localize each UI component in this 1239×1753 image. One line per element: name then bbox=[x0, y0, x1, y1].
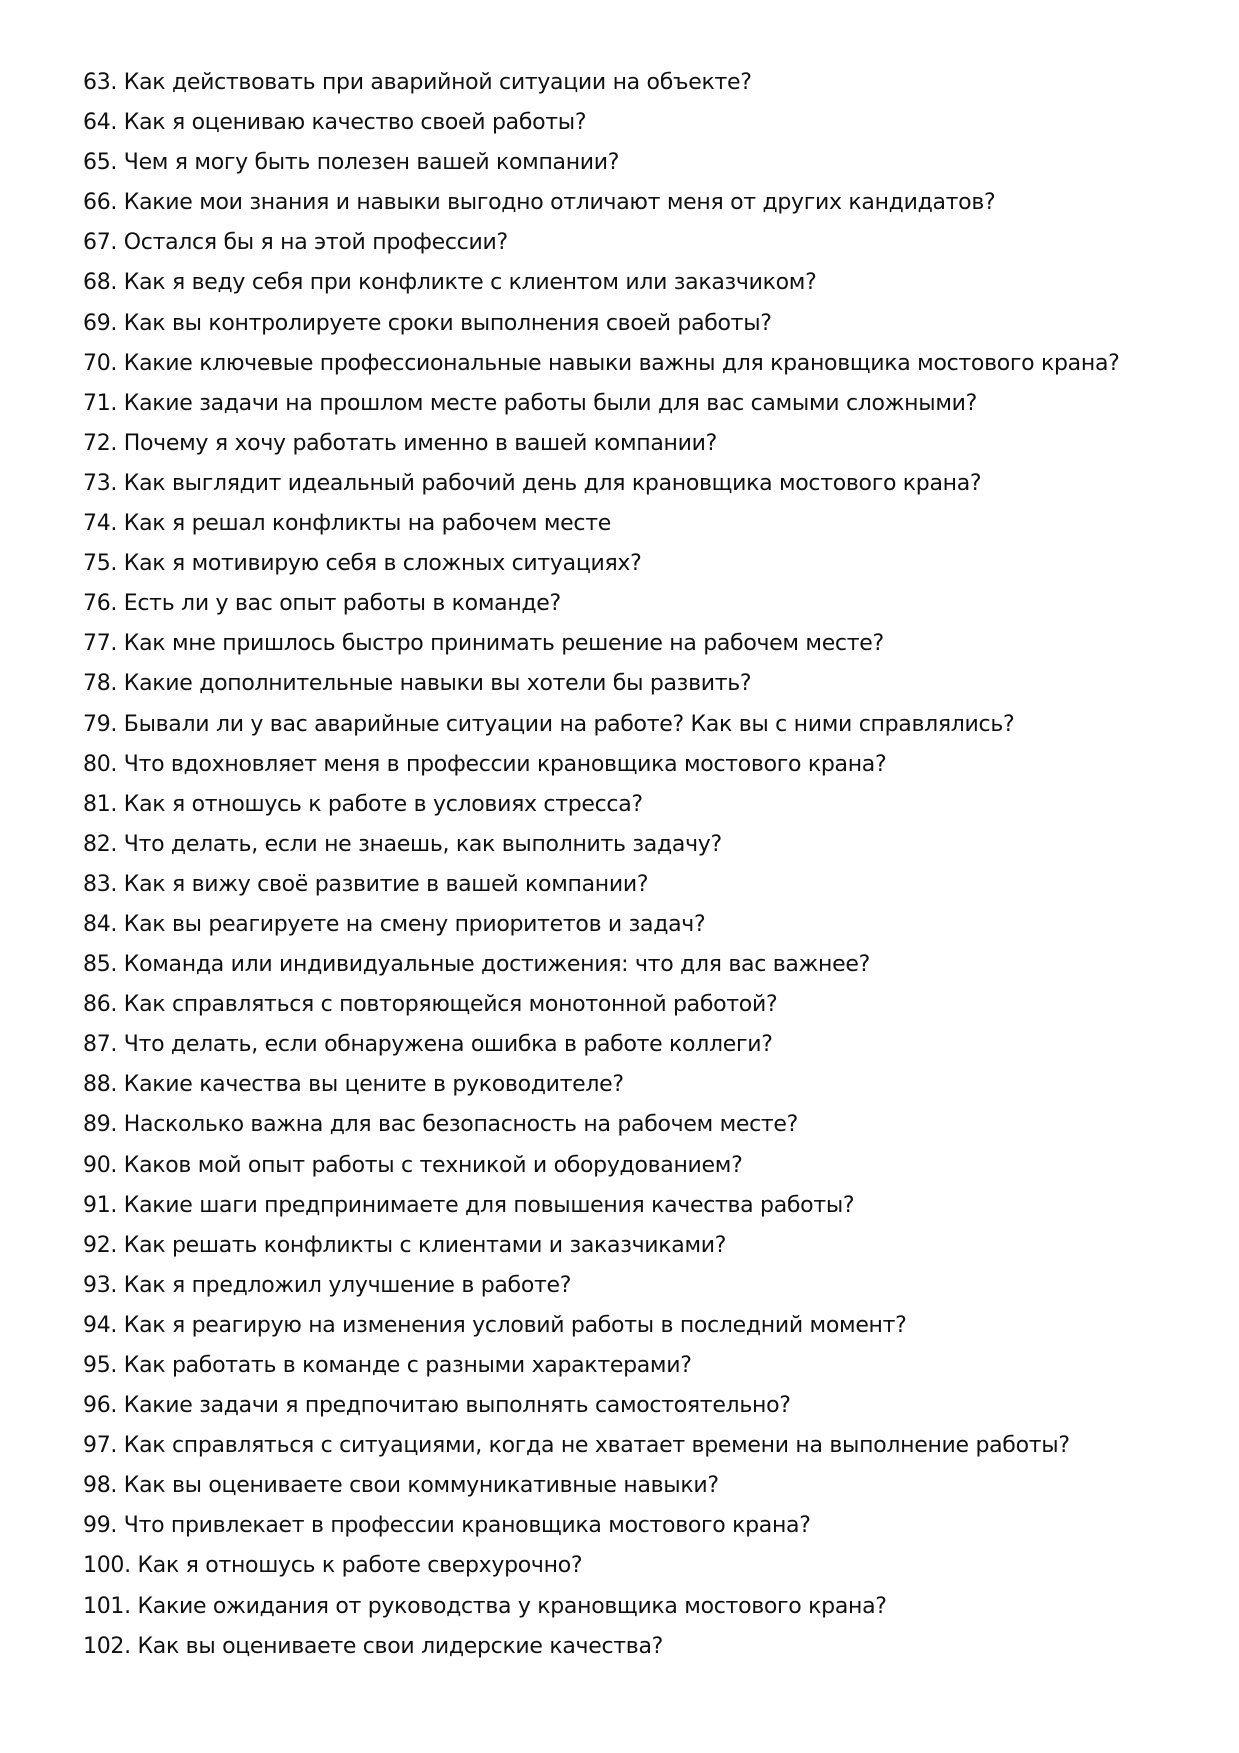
question-65: 65. Чем я могу быть полезен вашей компании? bbox=[83, 150, 620, 176]
question-95: 95. Как работать в команде с разными характерами? bbox=[83, 1353, 692, 1378]
question-63: 63. Как действовать при аварийной ситуации на объекте? bbox=[83, 70, 752, 95]
question-83: 83. Как я вижу своё развитие в вашей компании? bbox=[83, 871, 649, 897]
question-91: 91. Какие шаги предпринимаете для повышения качества работы? bbox=[83, 1192, 855, 1218]
question-list bbox=[83, 63, 1183, 1667]
question-98: 98. Как вы оцениваете свои коммуникативные навыки? bbox=[83, 1473, 719, 1499]
question-90: 90. Каков мой опыт работы с техникой и оборудованием? bbox=[83, 1152, 743, 1178]
question-79: 79. Бывали ли у вас аварийные ситуации на работе? Как вы с ними справлялись? bbox=[83, 711, 1015, 737]
question-86: 86. Как справляться с повторяющейся монотонной работой? bbox=[83, 992, 778, 1018]
question-71: 71. Какие задачи на прошлом месте работы были для вас самыми сложными? bbox=[83, 390, 978, 416]
question-94: 94. Как я реагирую на изменения условий работы в последний момент? bbox=[83, 1312, 907, 1338]
question-92: 92. Как решать конфликты с клиентами и заказчиками? bbox=[83, 1232, 727, 1258]
question-77: 77. Как мне пришлось быстро принимать решение на рабочем месте? bbox=[83, 631, 884, 657]
question-102: 102. Как вы оцениваете свои лидерские качества? bbox=[83, 1633, 663, 1659]
question-99: 99. Что привлекает в профессии крановщика мостового крана? bbox=[83, 1513, 811, 1539]
question-93: 93. Как я предложил улучшение в работе? bbox=[83, 1272, 572, 1298]
question-73: 73. Как выглядит идеальный рабочий день для крановщика мостового крана? bbox=[83, 470, 982, 496]
question-81: 81. Как я отношусь к работе в условиях стресса? bbox=[83, 791, 643, 817]
question-88: 88. Какие качества вы цените в руководителе? bbox=[83, 1072, 624, 1098]
question-80: 80. Что вдохновляет меня в профессии крановщика мостового крана? bbox=[83, 751, 887, 777]
question-89: 89. Насколько важна для вас безопасность на рабочем месте? bbox=[83, 1112, 799, 1138]
question-68: 68. Как я веду себя при конфликте с клиентом или заказчиком? bbox=[83, 270, 817, 296]
question-70: 70. Какие ключевые профессиональные навыки важны для крановщика мостового крана? bbox=[83, 350, 1120, 376]
question-82: 82. Что делать, если не знаешь, как выполнить задачу? bbox=[83, 831, 722, 857]
question-87: 87. Что делать, если обнаружена ошибка в работе коллеги? bbox=[83, 1032, 773, 1058]
question-100: 100. Как я отношусь к работе сверхурочно? bbox=[83, 1553, 583, 1579]
question-96: 96. Какие задачи я предпочитаю выполнять самостоятельно? bbox=[83, 1393, 791, 1419]
question-78: 78. Какие дополнительные навыки вы хотели бы развить? bbox=[83, 671, 752, 697]
question-101: 101. Какие ожидания от руководства у крановщика мостового крана? bbox=[83, 1593, 887, 1619]
question-84: 84. Как вы реагируете на смену приоритетов и задач? bbox=[83, 911, 706, 937]
question-64: 64. Как я оцениваю качество своей работы? bbox=[83, 110, 587, 136]
question-72: 72. Почему я хочу работать именно в вашей компании? bbox=[83, 430, 717, 456]
question-76: 76. Есть ли у вас опыт работы в команде? bbox=[83, 591, 561, 617]
question-66: 66. Какие мои знания и навыки выгодно отличают меня от других кандидатов? bbox=[83, 190, 996, 216]
question-75: 75. Как я мотивирую себя в сложных ситуациях? bbox=[83, 551, 642, 577]
question-97: 97. Как справляться с ситуациями, когда не хватает времени на выполнение работы? bbox=[83, 1433, 1070, 1459]
question-85: 85. Команда или индивидуальные достижения: что для вас важнее? bbox=[83, 952, 870, 978]
question-67: 67. Остался бы я на этой профессии? bbox=[83, 230, 508, 256]
question-74: 74. Как я решал конфликты на рабочем месте bbox=[83, 511, 611, 537]
question-69: 69. Как вы контролируете сроки выполнения своей работы? bbox=[83, 310, 772, 336]
